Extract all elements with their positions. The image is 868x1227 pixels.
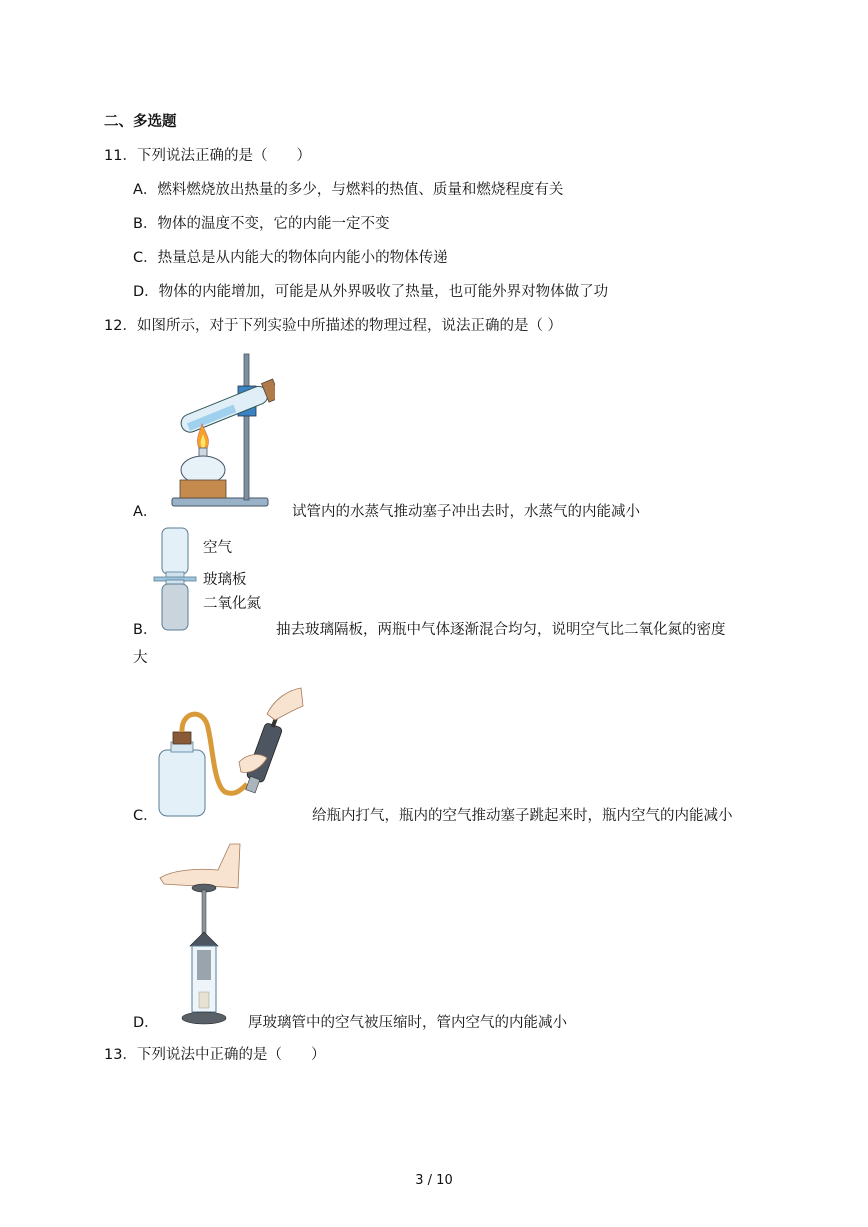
- label-glass-plate: 玻璃板: [203, 572, 247, 588]
- question-11-option-d: D．物体的内能增加，可能是从外界吸收了热量，也可能外界对物体做了功: [133, 284, 609, 300]
- question-12-option-b-text-continued: 大: [133, 650, 148, 666]
- question-11-option-c: C．热量总是从内能大的物体向内能小的物体传递: [133, 250, 448, 266]
- question-12-stem: 12．如图所示，对于下列实验中所描述的物理过程，说法正确的是（ ）: [104, 318, 563, 334]
- question-12-option-b-text: 抽去玻璃隔板，两瓶中气体逐渐混合均匀，说明空气比二氧化氮的密度: [276, 622, 726, 638]
- figure-d-air-compression-tube: [158, 842, 242, 1028]
- question-11-option-a: A．燃料燃烧放出热量的多少，与燃料的热值、质量和燃烧程度有关: [133, 182, 564, 198]
- question-12-option-a-text: 试管内的水蒸气推动塞子冲出去时，水蒸气的内能减小: [292, 504, 640, 520]
- question-12-option-d-text: 厚玻璃管中的空气被压缩时，管内空气的内能减小: [248, 1015, 567, 1031]
- section-title: 二、多选题: [104, 114, 177, 130]
- question-11-option-b: B．物体的温度不变，它的内能一定不变: [133, 216, 390, 232]
- page-number: 3 / 10: [415, 1173, 453, 1188]
- question-12-option-c-text: 给瓶内打气，瓶内的空气推动塞子跳起来时，瓶内空气的内能减小: [312, 808, 733, 824]
- label-air: 空气: [203, 540, 232, 556]
- figure-a-test-tube-heating: [150, 348, 275, 514]
- label-nitrogen-dioxide: 二氧化氮: [203, 596, 261, 612]
- figure-b-gas-diffusion-jars: [152, 526, 197, 632]
- question-12-option-d-letter: D．: [133, 1015, 159, 1031]
- question-12-option-b-letter: B．: [133, 622, 158, 638]
- question-12-option-a-letter: A．: [133, 504, 158, 520]
- question-12-option-c-letter: C．: [133, 808, 158, 824]
- question-13-stem: 13．下列说法中正确的是（ ）: [104, 1047, 326, 1063]
- question-11-stem: 11．下列说法正确的是（ ）: [104, 148, 311, 164]
- figure-c-air-pump-bottle: [155, 684, 305, 820]
